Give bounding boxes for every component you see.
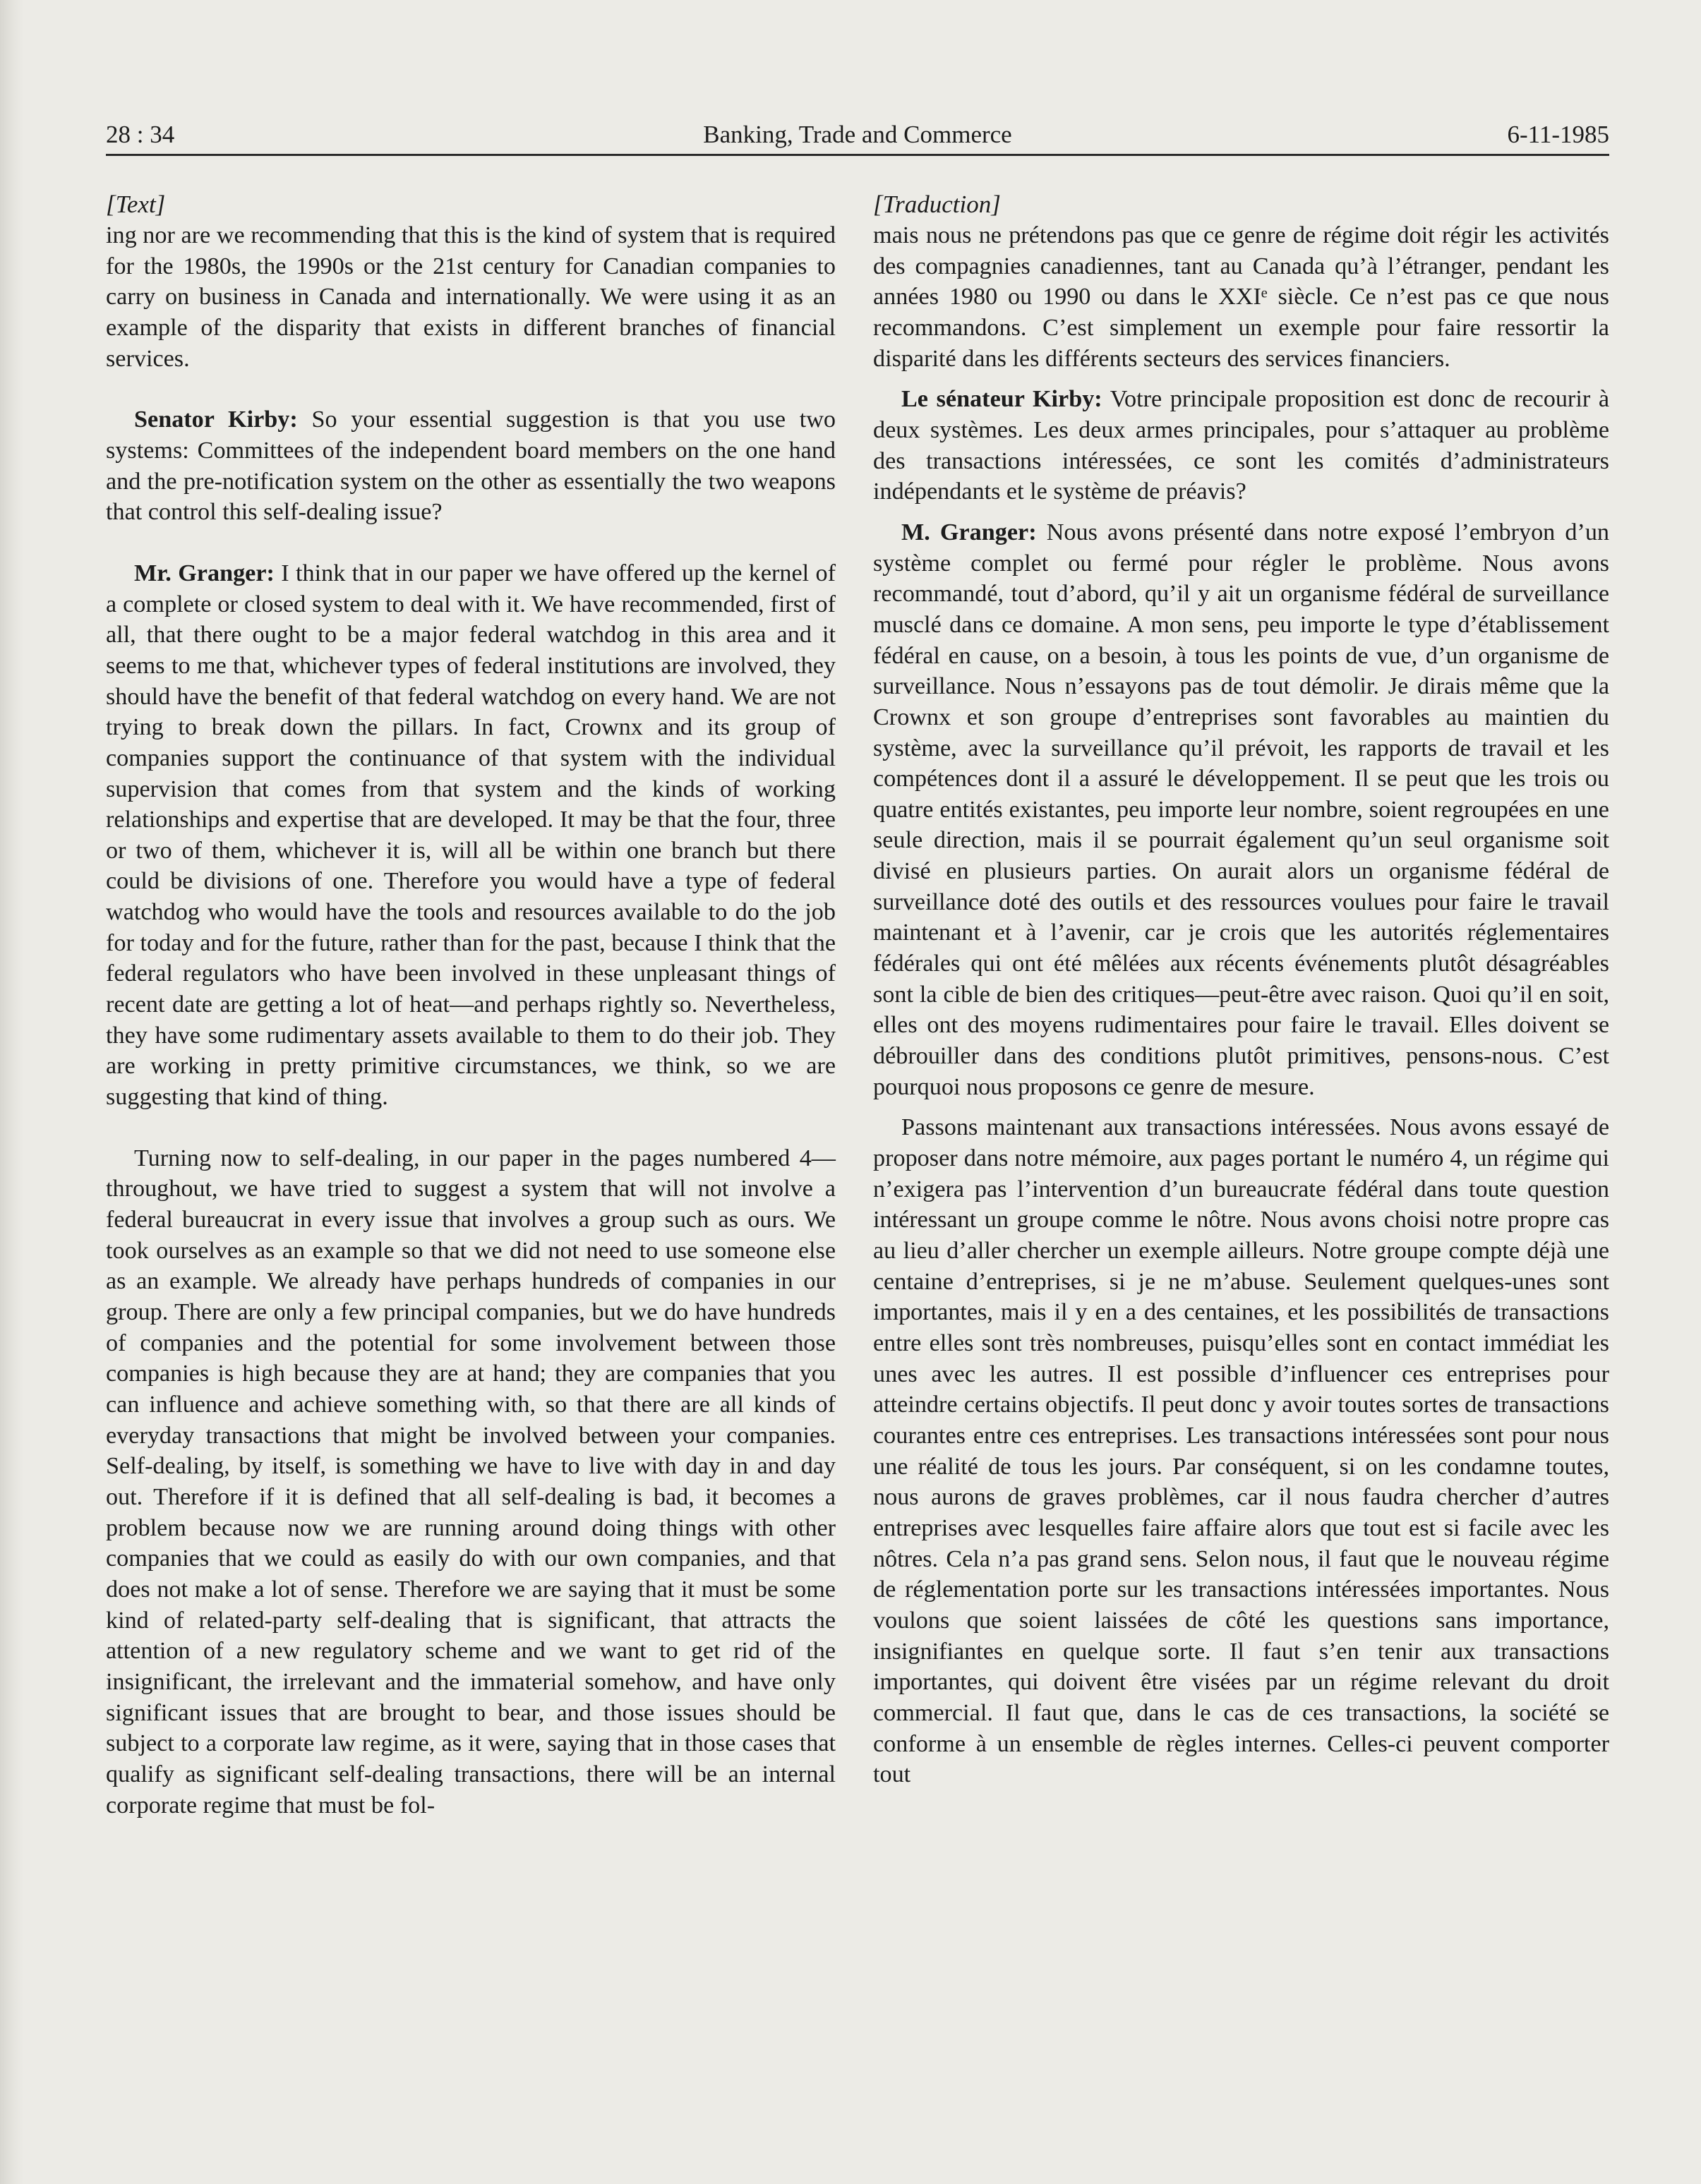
speaker-name: Mr. Granger: [134,560,275,586]
paragraph-3 [106,558,836,1113]
paragraph-3 [873,517,1609,1102]
speaker-name: Le sénateur Kirby: [901,386,1102,413]
paragraph-text: Passons maintenant aux transactions intéressées. Nous avons essayé de proposer dans notre mémoire, aux pages portant le numéro 4, un régime qui n’exigera pas l’intervention d’un bureaucrate fédéral dans toute question intéressant un groupe comme le nôtre. Nous avons choisi notre propre cas au lieu d’aller chercher un exemple ailleurs. Notre groupe compte déjà une centaine d’entreprises, si je ne m’abuse. Seulement quelques-unes sont importantes, mais il y en a des centaines, et les possibilités de transactions entre elles sont très nombreuses, puisqu’elles sont en contact immédiat les unes avec les autres. Il est possible d’influencer ces entreprises pour atteindre certains objectifs. Il peut donc y avoir toutes sortes de transactions courantes entre ces entreprises. Les transactions intéressées sont pour nous une réalité de tous les jours. Par conséquent, si on les condamne toutes, nous aurons de graves problèmes, car il nous faudra chercher d’autres entreprises avec lesquelles faire affaire alors que tout est si facile avec les nôtres. Cela n’a pas grand sens. Selon nous, il faut que le nouveau régime de réglementation porte sur les transactions intéressées importantes. Nous voulons que soient laissées de côté les questions sans importance, insignifiantes en quelque sorte. Il faut s’en tenir aux transactions importantes, qui doivent être visées par un régime relevant du droit commercial. Il faut que, dans le cas de ces transactions, la société se conforme à un ensemble de règles internes. Celles-ci peuvent comporter tout [873,1114,1609,1788]
page-number: 28 : 34 [106,121,175,148]
paragraph-text: I think that in our paper we have offered up the kernel of a complete or closed system to deal with it. We have recommended, first of all, that there ought to be a major federal watchdog in this area and it seems to me that, whichever types of federal institutions are involved, they should have the benefit of that federal watchdog on every hand. We are not trying to break down the pillars. In fact, Crownx and its group of companies support the continuance of that system with the individual supervision that comes from that system and the kinds of working relationships and expertise that are developed. It may be that the four, three or two of them, whichever it is, will all be within one branch but there could be divisions of one. Therefore you would have a type of federal watchdog who would have the tools and resources available to do the job for today and for the future, rather than for the past, because I think that the federal regulators who have been involved in these unpleasant things of recent date are getting a lot of heat—and perhaps rightly so. Nevertheless, they have some rudimentary assets available to them to do their job. They are working in pretty primitive circumstances, we think, so we are suggesting that kind of thing. [106,560,836,1111]
speaker-name: Senator Kirby: [134,406,298,433]
paragraph-2 [106,404,836,528]
paragraph-1 [873,220,1609,374]
header-rule [106,154,1609,156]
paragraph-4 [106,1143,836,1821]
speaker-name: M. Granger: [901,519,1037,545]
paragraph-1 [106,220,836,374]
paragraph-2 [873,384,1609,507]
english-column [106,189,836,1821]
header-date: 6-11-1985 [1507,121,1609,148]
text-tag: [Text] [106,191,166,218]
running-title: Banking, Trade and Commerce [703,121,1012,148]
paragraph-text: ing nor are we recommending that this is the kind of system that is required for the 1980s, the 1990s or the 21st century for Canadian companies to carry on business in Canada and internationally. We were using it as an example of the disparity that exists in different branches of financial services. [106,222,836,372]
paragraph-text: So your essential suggestion is that you use two systems: Committees of the independent board members on the one hand and the pre-notification system on the other as essentially the two weapons that control this self-dealing issue? [106,406,836,526]
paragraph-4 [873,1112,1609,1790]
french-column [873,189,1609,1790]
page-binding-edge [0,0,24,2184]
paragraph-text: Nous avons présenté dans notre exposé l’embryon d’un système complet ou fermé pour régler le problème. Nous avons recommandé, tout d’abord, qu’il y ait un organisme fédéral de surveillance musclé dans ce domaine. A mon sens, peu importe le type d’établissement fédéral en cause, on a besoin, à tous les points de vue, d’un organisme de surveillance. Nous n’essayons pas de tout démolir. Je dirais même que la Crownx et son groupe d’entreprises sont favorables au maintien du système, avec la surveillance qu’il prévoit, les rapports de travail et les compétences dont il a assuré le développement. Il se peut que les trois ou quatre entités existantes, peu importe leur nombre, soient regroupées en une seule direction, mais il se pourrait également qu’un seul organisme soit divisé en plusieurs parties. On aurait alors un organisme fédéral de surveillance doté des outils et des ressources voulues pour faire le travail maintenant et à l’avenir, car je crois que les autorités réglementaires fédérales qui ont été mêlées aux récents événements plutôt désagréables sont la cible de bien des critiques—peut-être avec raison. Quoi qu’il en soit, elles ont des moyens rudimentaires pour faire le travail. Elles doivent se débrouiller dans des conditions plutôt primitives, pensons-nous. C’est pourquoi nous proposons ce genre de mesure. [873,519,1610,1100]
translation-tag: [Traduction] [873,191,1001,218]
page-header [106,114,1609,155]
paragraph-text: Turning now to self-dealing, in our paper in the pages numbered 4—throughout, we have tried to suggest a system that will not involve a federal bureaucrat in every issue that involves a group such as ours. We took ourselves as an example so that we did not need to use someone else as an example. We already have perhaps hundreds of companies in our group. There are only a few principal companies, but we do have hundreds of companies and the potential for some involvement between those companies is high because they are at hand; they are companies that you can influence and achieve something with, so that there are all kinds of everyday transactions that might be involved between your companies. Self-dealing, by itself, is something we have to live with day in and day out. Therefore if it is defined that all self-dealing is bad, it becomes a problem because now we are running around doing things with other companies that we could as easily do with our own companies, and that does not make a lot of sense. Therefore we are saying that it must be some kind of related-party self-dealing that is significant, that attracts the attention of a new regulatory scheme and we want to get rid of the insignificant, the irrelevant and the immaterial somehow, and have only significant issues that are brought to bear, and those issues should be subject to a corporate law regime, as it were, saying that in those cases that qualify as significant self-dealing transactions, there will be an internal corporate regime that must be fol- [106,1145,836,1818]
paragraph-text: Votre principale proposition est donc de recourir à deux systèmes. Les deux armes principales, pour s’attaquer au problème des transactions intéressées, ce sont les comités d’administrateurs indépendants et le système de préavis? [873,386,1609,505]
paragraph-text: mais nous ne prétendons pas que ce genre de régime doit régir les activités des compagnies canadiennes, tant au Canada qu’à l’étranger, pendant les années 1980 ou 1990 ou dans le XXIᵉ siècle. Ce n’est pas ce que nous recommandons. C’est simplement un exemple pour faire ressortir la disparité dans les différents secteurs des services financiers. [873,222,1609,372]
